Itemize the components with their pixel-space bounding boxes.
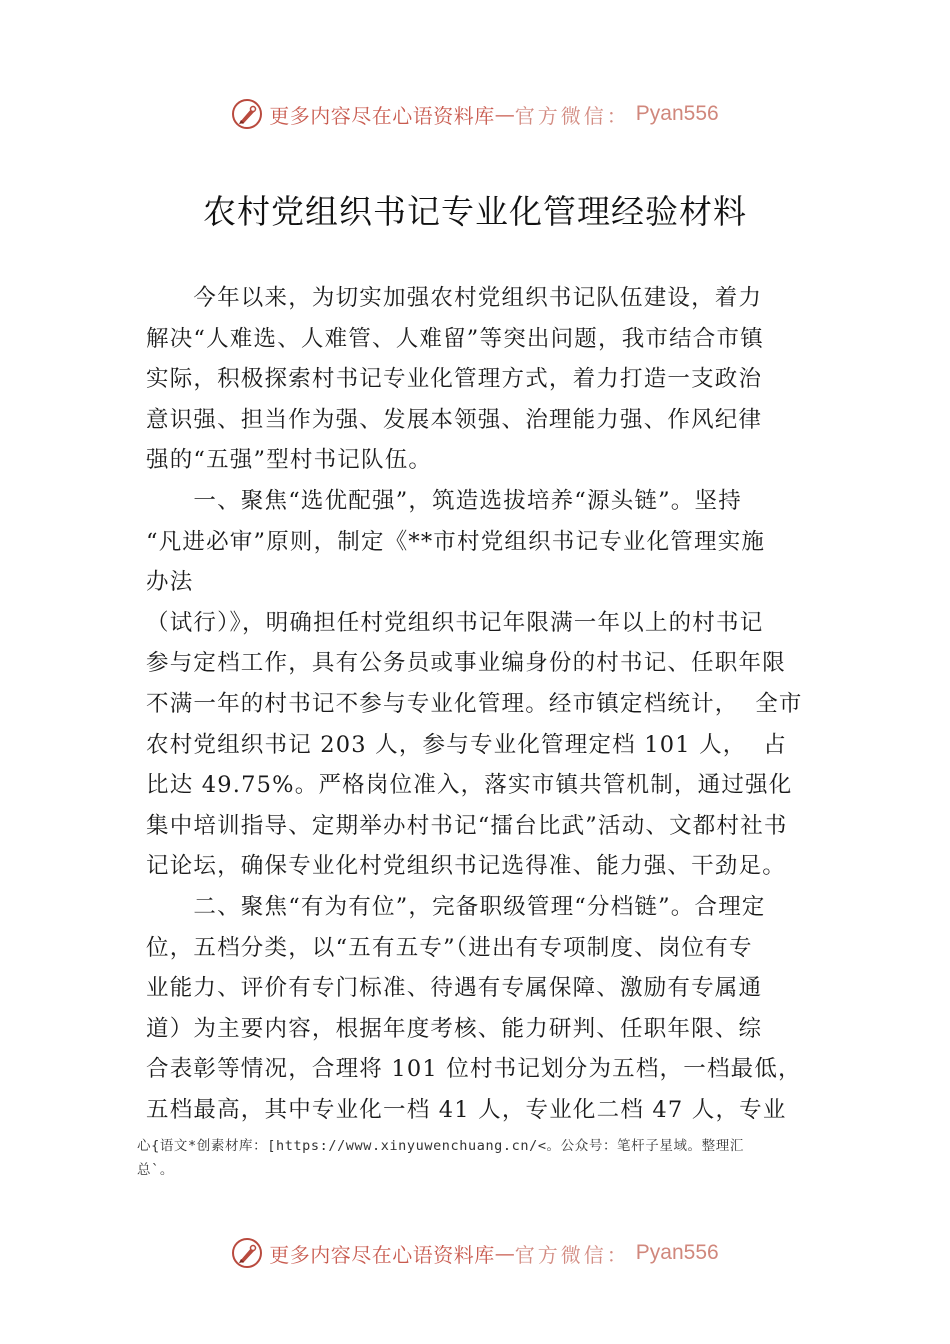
body-line: 不满一年的村书记不参与专业化管理。经市镇定档统计， 全市: [146, 690, 803, 717]
body-line: 记论坛，确保专业化村党组织书记选得准、能力强、干劲足。: [146, 853, 786, 880]
body-line: 合表彰等情况，合理将 101 位村书记划分为五档，一档最低，: [146, 1056, 802, 1083]
banner-wechat-id: Pyan556: [635, 102, 719, 125]
source-note-line-1: 心{语文*创素材库：[https://www.xinyuwenchuang.cn/<。公众号：笔杆子星域。整理汇: [137, 1138, 744, 1154]
body-line: 位，五档分类，以“五有五专”（进出有专项制度、岗位有专: [146, 934, 753, 961]
body-line: 道）为主要内容，根据年度考核、能力研判、任职年限、综: [146, 1015, 763, 1042]
header-banner: [0, 94, 950, 134]
body-line: 强的“五强”型村书记队伍。: [146, 447, 433, 474]
body-line: 农村党组织书记 203 人，参与专业化管理定档 101 人， 占: [146, 731, 787, 758]
banner-main-text: 更多内容尽在心语资料库: [269, 103, 495, 128]
pen-logo-icon: [231, 98, 263, 130]
body-line: 解决“人难选、人难管、人难留”等突出问题，我市结合市镇: [146, 325, 764, 352]
footer-banner: [0, 1233, 950, 1273]
body-line: 今年以来，为切实加强农村党组织书记队伍建设，着力: [146, 285, 763, 311]
banner-dash: —: [494, 1241, 515, 1265]
body-line: 实际，积极探索村书记专业化管理方式，着力打造一支政治: [146, 366, 763, 393]
body-line: 办法: [146, 569, 194, 596]
body-line: 参与定档工作，具有公务员或事业编身份的村书记、任职年限: [146, 650, 786, 677]
source-note: [137, 1134, 837, 1182]
body-line: 集中培训指导、定期举办村书记“擂台比武”活动、文都村社书: [146, 812, 788, 839]
banner-wechat-label: 官方微信：: [514, 103, 630, 128]
body-line: 业能力、评价有专门标准、待遇有专属保障、激励有专属通: [146, 975, 763, 1002]
body-line: 二、聚焦“有为有位”，完备职级管理“分档链”。合理定: [146, 893, 766, 920]
body-line: （试行）》，明确担任村党组织书记年限满一年以上的村书记: [146, 609, 764, 636]
pen-logo-icon: [231, 1237, 263, 1269]
document-title: 农村党组织书记专业化管理经验材料: [203, 192, 747, 231]
body-line: 五档最高，其中专业化一档 41 人，专业化二档 47 人，专业: [146, 1096, 787, 1123]
document-body: [146, 278, 814, 1130]
banner-wechat-id: Pyan556: [635, 1241, 719, 1264]
body-line: 一、聚焦“选优配强”，筑造选拔培养“源头链”。坚持: [146, 487, 742, 514]
body-line: 意识强、担当作为强、发展本领强、治理能力强、作风纪律: [146, 406, 763, 433]
banner-main-text: 更多内容尽在心语资料库: [269, 1242, 495, 1267]
body-line: “凡进必审”原则，制定《**市村党组织书记专业化管理实施: [146, 528, 766, 555]
banner-wechat-label: 官方微信：: [514, 1242, 630, 1267]
banner-dash: —: [494, 102, 515, 126]
body-line: 比达 49.75%。严格岗位准入，落实市镇共管机制，通过强化: [146, 772, 793, 799]
source-note-line-2: 总`。: [137, 1162, 174, 1178]
